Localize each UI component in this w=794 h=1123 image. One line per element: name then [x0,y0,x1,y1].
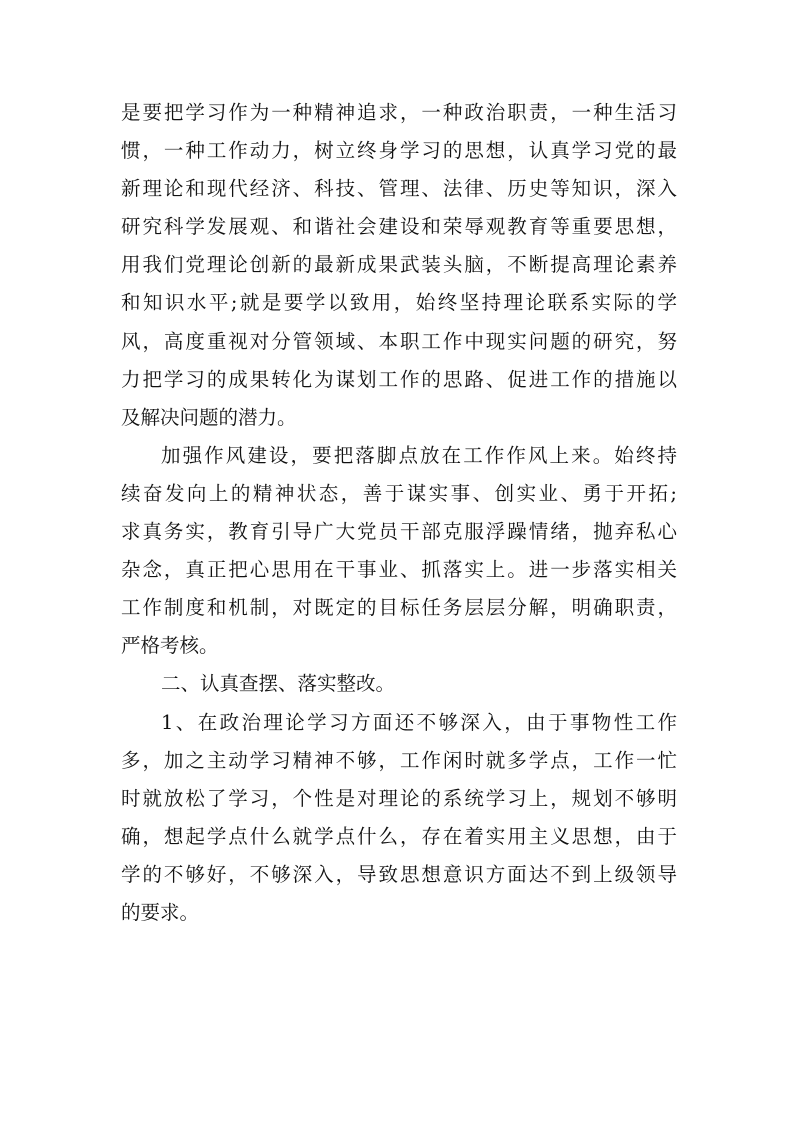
text-line: 风，高度重视对分管领域、本职工作中现实问题的研究，努 [121,329,677,353]
text-line: 严格考核。 [121,634,219,658]
text-line: 是要把学习作为一种精神追求，一种政治职责，一种生活习 [121,101,677,124]
text-line: 惯，一种工作动力，树立终身学习的思想，认真学习党的最 [121,139,677,163]
text-line: 新理论和现代经济、科技、管理、法律、历史等知识，深入 [121,177,677,201]
text-line: 杂念，真正把心思用在干事业、抓落实上。进一步落实相关 [121,558,677,582]
text-line: 研究科学发展观、和谐社会建设和荣辱观教育等重要思想， [121,215,677,239]
text-line: 用我们党理论创新的最新成果武装头脑，不断提高理论素养 [121,253,677,277]
text-line: 多，加之主动学习精神不够，工作闲时就多学点，工作一忙 [121,748,677,772]
section-heading: 二、认真查摆、落实整改。 [161,672,396,696]
text-line: 的要求。 [121,900,200,924]
text-line: 续奋发向上的精神状态，善于谋实事、创实业、勇于开拓; [121,481,677,505]
paragraph-first-line: 1、在政治理论学习方面还不够深入，由于事物性工作 [161,710,677,734]
text-line: 工作制度和机制，对既定的目标任务层层分解，明确职责， [121,596,677,620]
text-line: 和知识水平;就是要学以致用，始终坚持理论联系实际的学 [121,291,677,315]
text-line: 及解决问题的潜力。 [121,405,297,429]
text-line: 求真务实，教育引导广大党员干部克服浮躁情绪，抛弃私心 [121,520,677,544]
text-line: 时就放松了学习，个性是对理论的系统学习上，规划不够明 [121,786,677,810]
body-text [121,94,677,932]
paragraph-first-line: 加强作风建设，要把落脚点放在工作作风上来。始终持 [161,443,677,467]
text-line: 学的不够好，不够深入，导致思想意识方面达不到上级领导 [121,862,677,886]
text-line: 确，想起学点什么就学点什么，存在着实用主义思想，由于 [121,824,677,848]
text-line: 力把学习的成果转化为谋划工作的思路、促进工作的措施以 [121,367,677,391]
